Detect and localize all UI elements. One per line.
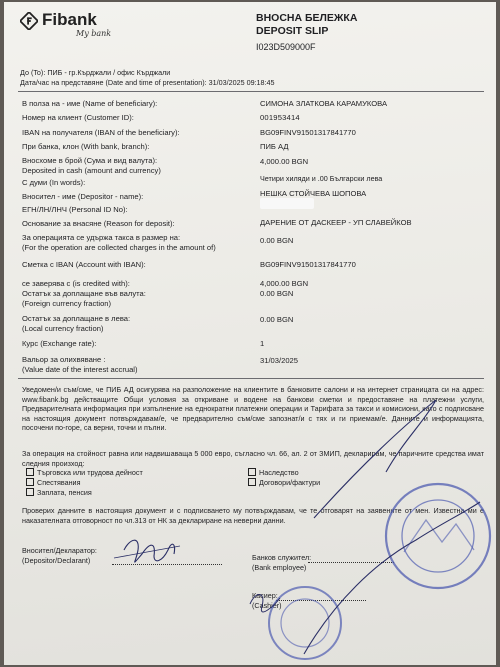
bank-employee-signature-label-line-1: Банков служител: [252, 553, 312, 562]
value-date-label-line-1: Вальор за олихвяване : [22, 355, 106, 364]
beneficiary-label: В полза на - име (Name of beneficiary): [22, 99, 158, 108]
bank-name: Fibank [42, 10, 97, 29]
credited-label: се заверява с (is credited with): [22, 279, 130, 288]
amount-words-label: С думи (In words): [22, 178, 86, 187]
handwritten-signatures [4, 2, 496, 665]
document-number: I023D509000F [256, 42, 316, 52]
notice-paragraph: Уведомен/и съм/сме, че ПИБ АД осигурява на разположение на клиентите в банковите салони и на интернет страницата си на адрес: www.fibank.bg действащите Общи условия за откриване и водене на банкови сметки и предоставяне на платежни услуги, Предварителната информация при изпълнение на еднократни платежни операции и Тарифата за такси и комисиони, като с подписване на настоящия документ потвърждавам/е, че предварително съм/сме запознат/и с тях и ги приемам/е. Данните и информацията, посочени по-горе, са верни, точни и пълни. [22, 385, 484, 433]
local-fraction-label-line-2: (Local currency fraction) [22, 324, 104, 333]
checkbox-label: Спестявания [37, 478, 81, 487]
customer-id-label: Номер на клиент (Customer ID): [22, 113, 134, 122]
charges-value: 0.00 BGN [260, 236, 294, 245]
depositor-label: Вносител - име (Depositor - name): [22, 192, 144, 201]
local-fraction-label-line-1: Остатък за доплащане в лева: [22, 314, 131, 323]
foreign-fraction-value: 0.00 BGN [260, 289, 294, 298]
customer-id-value: 001953414 [260, 113, 300, 122]
bank-employee-signature-label-line-2: (Bank employee) [252, 563, 307, 572]
reason-value: ДАРЕНИЕ ОТ ДАСКЕЕР - УП СЛАВЕЙКОВ [260, 218, 412, 227]
checkbox-label: Договори/фактури [259, 478, 321, 487]
local-fraction-value: 0.00 BGN [260, 315, 294, 324]
presentation-date-line: Дата/час на представяне (Date and time of presentation): 31/03/2025 09:18:45 [20, 78, 275, 87]
value-date-value: 31/03/2025 [260, 356, 299, 365]
depositor-signature-label-line-2: (Depositor/Declarant) [22, 556, 91, 565]
beneficiary-value: СИМОНА ЗЛАТКОВА КАРАМУКОВА [260, 99, 388, 108]
checkbox-label: Наследство [259, 468, 299, 477]
title-en: DEPOSIT SLIP [256, 25, 329, 37]
account-iban-value: BG09FINV91501317841770 [260, 260, 356, 269]
foreign-fraction-label-line-1: Остатък за доплащане във валута: [22, 289, 146, 298]
depositor-signature-label-line-1: Вносител/Декларатор: [22, 546, 97, 555]
cashier-signature-label-line-1: Касиер: [252, 591, 278, 600]
amount-label-line-1: Вносхоме в брой (Сума и вид валута): [22, 156, 158, 165]
credited-value: 4,000.00 BGN [260, 279, 309, 288]
beneficiary-iban-value: BG09FINV91501317841770 [260, 128, 356, 137]
verification-paragraph: Проверих данните в настоящия документ и с подписването му потвърждавам, че те отговарят на заявените от мен. Известна ми е наказателната отговорност по чл.313 от НК за деклариране на неверни данни. [22, 506, 484, 525]
charges-label-line-2: (For the operation are collected charges in the amount of) [22, 243, 216, 252]
amount-words-value: Четири хиляди и .00 Български лева [260, 174, 383, 183]
declaration-paragraph: За операция на стойност равна или надвишаваща 5 000 евро, съгласно чл. 66, ал. 2 от ЗМИП, декларирам, че паричните средства имат следния произход: [22, 449, 484, 468]
bank-branch-label: При банка, клон (With bank, branch): [22, 142, 150, 151]
exchange-rate-label: Курс (Exchange rate): [22, 339, 97, 348]
amount-value: 4,000.00 BGN [260, 157, 309, 166]
bank-branch-value: ПИБ АД [260, 142, 289, 151]
deposit-slip [4, 2, 496, 665]
checkbox-label: Заплата, пенсия [37, 488, 92, 497]
personal-id-label: ЕГН/ЛН/ЛНЧ (Personal ID No): [22, 205, 128, 214]
title-bg: ВНОСНА БЕЛЕЖКА [256, 12, 358, 24]
account-iban-label: Сметка с IBAN (Account with IBAN): [22, 260, 146, 269]
reason-label: Основание за внасяне (Reason for deposit): [22, 219, 175, 228]
checkbox-label: Търговска или трудова дейност [37, 468, 143, 477]
beneficiary-iban-label: IBAN на получателя (IBAN of the beneficiary): [22, 128, 180, 137]
charges-label-line-1: За операцията се удържа такса в размер на: [22, 233, 181, 242]
value-date-label-line-2: (Value date of the interest accrual) [22, 365, 138, 374]
cashier-signature-label-line-2: (Cashier) [252, 601, 282, 610]
amount-label-line-2: Deposited in cash (amount and currency) [22, 166, 161, 175]
bank-tagline: My bank [76, 29, 112, 38]
foreign-fraction-label-line-2: (Foreign currency fraction) [22, 299, 112, 308]
depositor-value: НЕШКА СТОЙЧЕВА ШОПОВА [260, 189, 367, 198]
exchange-rate-value: 1 [260, 339, 265, 348]
recipient-line: До (To): ПИБ - гр.Кърджали / офис Кърджали [20, 68, 171, 77]
